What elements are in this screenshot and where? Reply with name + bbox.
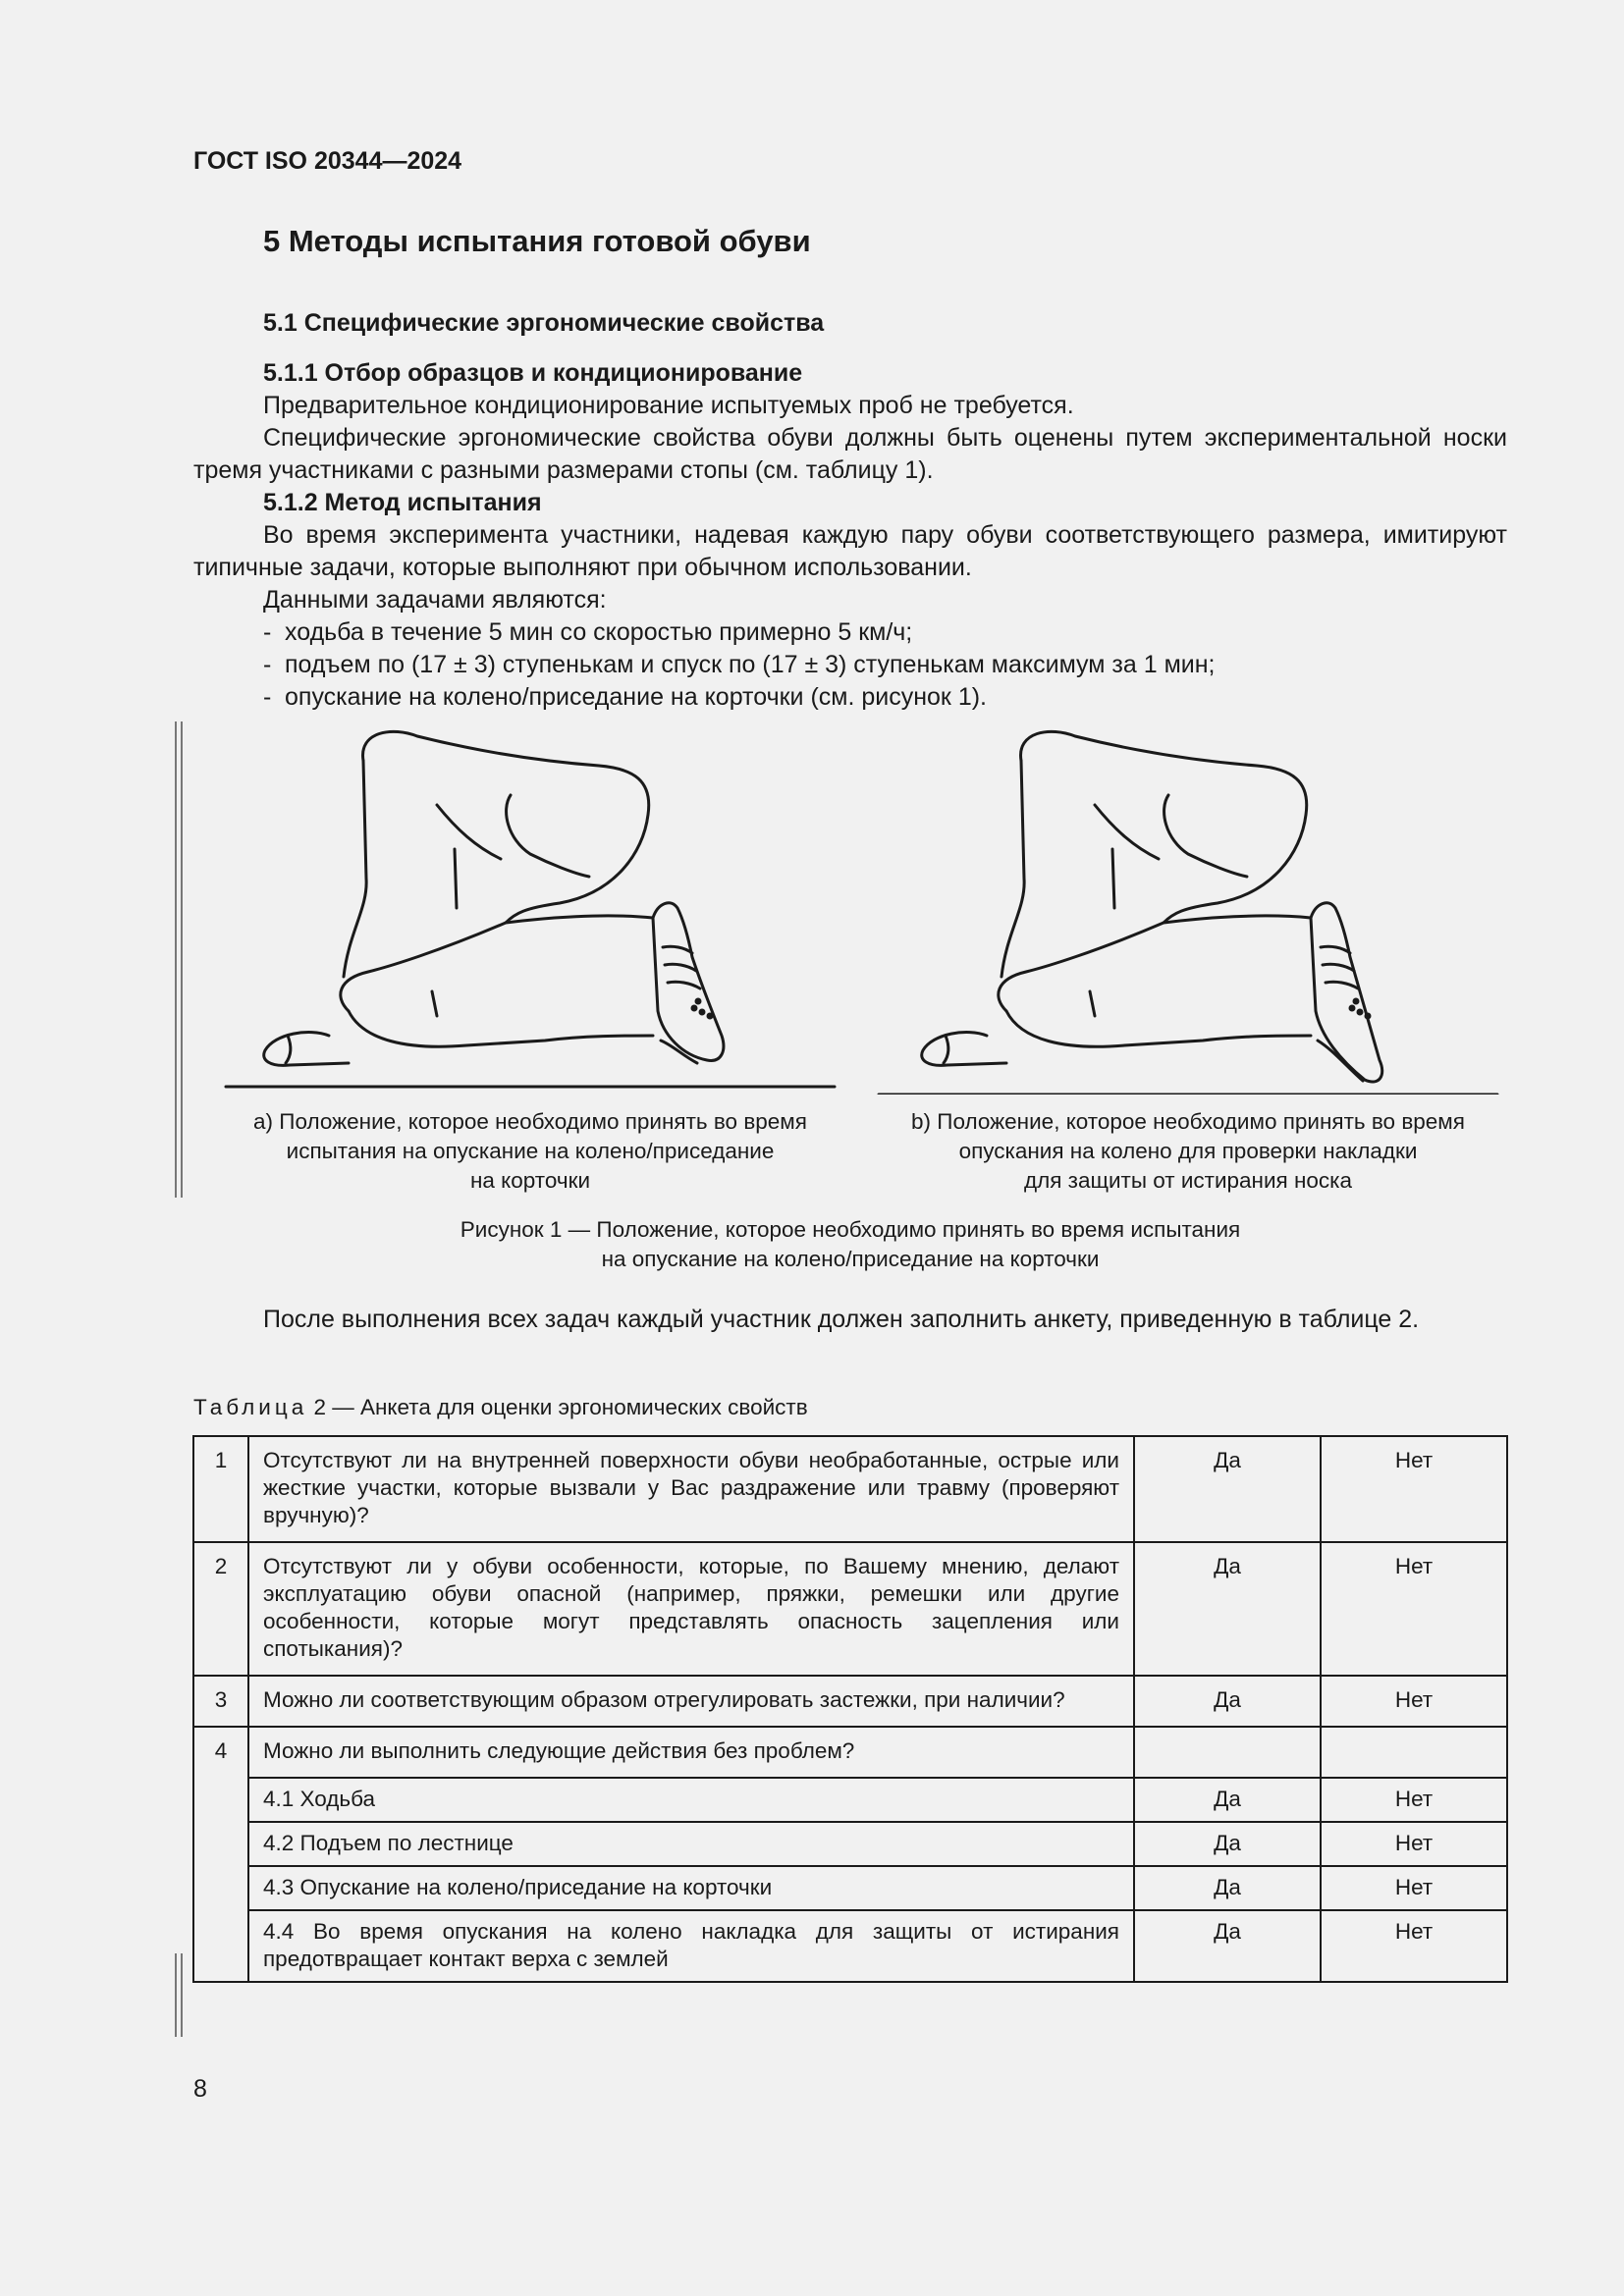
paragraph: Предварительное кондиционирование испытуемых проб не требуется. — [263, 392, 1074, 419]
question-text: 4.3 Опускание на колено/приседание на корточки — [248, 1866, 1134, 1910]
paragraph: Данными задачами являются: — [263, 586, 607, 614]
figure-b-kneeling — [874, 721, 1502, 1095]
answer-no: Нет — [1321, 1866, 1507, 1910]
answer-yes: Да — [1134, 1910, 1321, 1982]
answer-empty — [1134, 1727, 1321, 1778]
table-row — [193, 1727, 1507, 1778]
table-subrow — [193, 1910, 1507, 1982]
question-text: Можно ли соответствующим образом отрегулировать застежки, при наличии? — [248, 1676, 1134, 1727]
change-bar — [181, 721, 183, 1198]
table-row — [193, 1676, 1507, 1727]
subsection-title: 5.1 Специфические эргономические свойства — [263, 309, 825, 337]
answer-no: Нет — [1321, 1910, 1507, 1982]
clause-5-1-1-title: 5.1.1 Отбор образцов и кондиционирование — [263, 359, 803, 387]
figure-a-kneeling — [221, 721, 849, 1095]
question-text: 4.1 Ходьба — [248, 1778, 1134, 1822]
answer-yes: Да — [1134, 1542, 1321, 1676]
figure-title: Рисунок 1 — Положение, которое необходимо принять во время испытания на опускание на колено/приседание на корточки — [460, 1217, 1241, 1271]
change-bar — [175, 1953, 177, 2037]
answer-no: Нет — [1321, 1676, 1507, 1727]
question-text: 4.4 Во время опускания на колено накладка для защиты от истирания предотвращает контакт верха с землей — [248, 1910, 1134, 1982]
row-number: 1 — [193, 1436, 248, 1542]
change-bar — [175, 721, 177, 1198]
answer-no: Нет — [1321, 1436, 1507, 1542]
paragraph: Специфические эргономические свойства обуви должны быть оценены путем экспериментальной носки тремя участниками с разными размерами стопы (см. таблицу 1). — [193, 424, 1507, 484]
answer-yes: Да — [1134, 1676, 1321, 1727]
answer-yes: Да — [1134, 1436, 1321, 1542]
answer-yes: Да — [1134, 1822, 1321, 1866]
question-text: Можно ли выполнить следующие действия без проблем? — [248, 1727, 1134, 1778]
answer-no: Нет — [1321, 1542, 1507, 1676]
answer-yes: Да — [1134, 1866, 1321, 1910]
answer-yes: Да — [1134, 1778, 1321, 1822]
row-number: 2 — [193, 1542, 248, 1676]
list-item: - подъем по (17 ± 3) ступенькам и спуск по (17 ± 3) ступенькам максимум за 1 мин; — [263, 651, 1216, 678]
answer-empty — [1321, 1727, 1507, 1778]
table-row — [193, 1436, 1507, 1542]
document-header: ГОСТ ISO 20344—2024 — [193, 147, 462, 175]
page-number: 8 — [193, 2075, 207, 2103]
change-bar — [181, 1953, 183, 2037]
section-title: 5 Методы испытания готовой обуви — [263, 224, 811, 258]
table-subrow — [193, 1778, 1507, 1822]
list-item: - ходьба в течение 5 мин со скоростью примерно 5 км/ч; — [263, 618, 913, 646]
figure-a-caption: a) Положение, которое необходимо принять во время испытания на опускание на колено/приседание на корточки — [253, 1109, 807, 1193]
kneeling-figure-illustration — [221, 721, 849, 1095]
question-text: Отсутствуют ли на внутренней поверхности обуви необработанные, острые или жесткие участки, которые вызвали у Вас раздражение или травму (проверяют вручную)? — [248, 1436, 1134, 1542]
list-item: - опускание на колено/приседание на корточки (см. рисунок 1). — [263, 683, 987, 711]
figure-b-caption: b) Положение, которое необходимо принять во время опускания на колено для проверки накладки для защиты от истирания носка — [911, 1109, 1465, 1193]
row-number: 4 — [193, 1727, 248, 1982]
paragraph: Во время эксперимента участники, надевая каждую пару обуви соответствующего размера, имитируют типичные задачи, которые выполняют при обычном использовании. — [193, 521, 1507, 581]
table-title: Таблица 2 — Анкета для оценки эргономических свойств — [193, 1395, 808, 1419]
question-text: Отсутствуют ли у обуви особенности, которые, по Вашему мнению, делают эксплуатацию обуви опасной (например, пряжки, ремешки или другие особенности, которые могут представлять опасность зацепления или спотыкания)? — [248, 1542, 1134, 1676]
question-text: 4.2 Подъем по лестнице — [248, 1822, 1134, 1866]
section-body — [193, 357, 1507, 714]
answer-no: Нет — [1321, 1778, 1507, 1822]
row-number: 3 — [193, 1676, 248, 1727]
paragraph: После выполнения всех задач каждый участник должен заполнить анкету, приведенную в таблице 2. — [263, 1306, 1420, 1333]
answer-no: Нет — [1321, 1822, 1507, 1866]
questionnaire-table — [192, 1435, 1508, 1983]
table-row — [193, 1542, 1507, 1676]
kneeling-figure-illustration — [874, 721, 1502, 1095]
table-subrow — [193, 1822, 1507, 1866]
clause-5-1-2-title: 5.1.2 Метод испытания — [263, 489, 542, 516]
table-subrow — [193, 1866, 1507, 1910]
